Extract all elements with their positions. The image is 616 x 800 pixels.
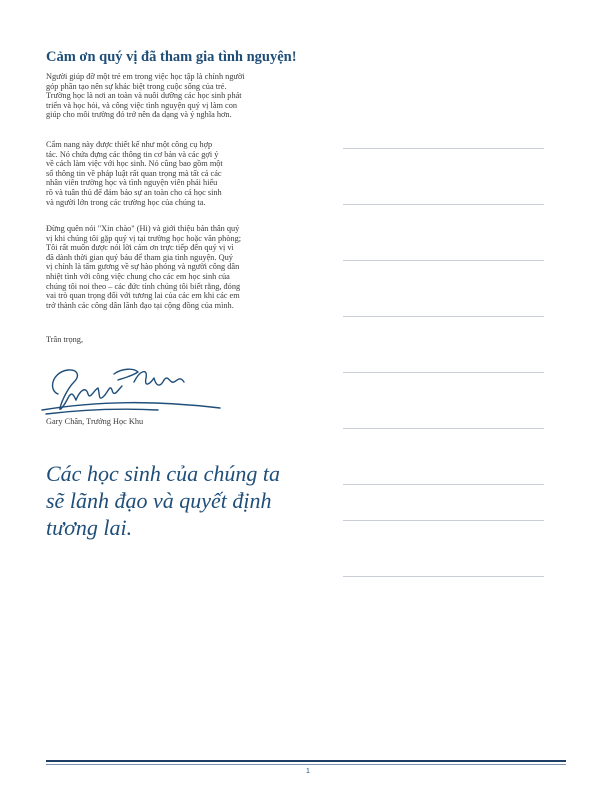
note-line	[343, 520, 544, 521]
signature-image	[38, 360, 228, 420]
letter-paragraph-1	[46, 72, 278, 120]
page-number: 1	[306, 768, 310, 775]
letter-paragraph-3	[46, 224, 278, 310]
letter-closing: Trân trọng,	[46, 335, 84, 344]
note-line	[343, 428, 544, 429]
paragraph-text: Người giúp đỡ một trẻ em trong việc học tập là chính người góp phần tạo nên sự khác biệt trong cuộc sống của trẻ. Trường học là nơi an toàn và nuôi dưỡng các học sinh phát triển và học hỏi, và công việc tình nguyện quý vị làm con giúp cho môi trường đó trở nên đa dạng và ý nghĩa hơn.	[46, 72, 245, 120]
note-line	[343, 148, 544, 149]
letter-paragraph-2	[46, 140, 278, 207]
note-line	[343, 576, 544, 577]
note-line	[343, 260, 544, 261]
signer-name: Gary Chân, Trưởng Học Khu	[46, 417, 144, 426]
note-line	[343, 204, 544, 205]
pull-quote: Các học sinh của chúng ta sẽ lãnh đạo và quyết định tương lai.	[46, 461, 281, 540]
footer-rule-thin	[46, 764, 566, 765]
paragraph-text: Đừng quên nói "Xin chào" (Hi) và giới thiệu bản thân quý vị khi chúng tôi gặp quý vị tại trường học hoặc văn phòng; Tôi rất muốn được nói lời cảm ơn trực tiếp đến quý vị vì đã dành thời gian quý báu để tham gia tình nguyện. Quý vị chính là tấm gương về sự hào phóng và người công dân nhiệt tình với công việc chung cho các em học sinh của chúng tôi noi theo – các đức tính chúng tôi biết rằng, đóng vai trò quan trọng đối với tương lai của các em khi các em trở thành các công dân lãnh đạo tại cộng đồng của mình.	[46, 224, 242, 310]
note-line	[343, 484, 544, 485]
letter-title: Cảm ơn quý vị đã tham gia tình nguyện!	[46, 49, 297, 65]
footer-rule	[46, 760, 566, 762]
paragraph-text: Cẩm nang này được thiết kế như một công cụ hợp tác. Nó chứa đựng các thông tin cơ bản và các gợi ý về cách làm việc với học sinh. Nó cũng bao gồm một số thông tin về pháp luật rất quan trọng mà tất cả các nhân viên trường học và tình nguyện viên phải hiểu rõ và tuân thủ để đảm bảo sự an toàn cho cả học sinh và người lớn trong các trường học của chúng ta.	[46, 140, 223, 207]
note-line	[343, 372, 544, 373]
note-line	[343, 316, 544, 317]
